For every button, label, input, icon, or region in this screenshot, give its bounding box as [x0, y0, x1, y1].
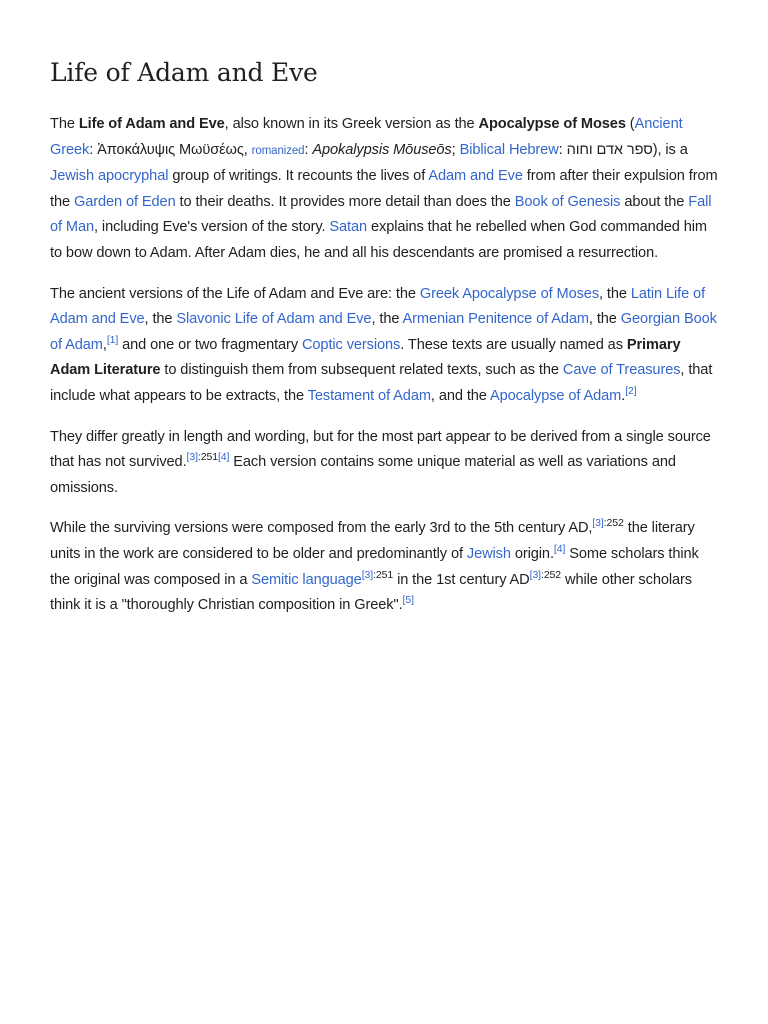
text: ; [451, 141, 460, 158]
link-slavonic-life-of-adam-and-eve[interactable]: Slavonic Life of Adam and Eve [176, 311, 372, 328]
text: . [621, 387, 626, 404]
text: , the [144, 311, 177, 328]
link-cave-of-treasures[interactable]: Cave of Treasures [562, 362, 681, 379]
page-number: :251 [373, 568, 394, 581]
hebrew-title: ספר אדם וחוה [566, 141, 653, 158]
link-book-of-genesis[interactable]: Book of Genesis [514, 193, 621, 210]
text: to their deaths. It provides more detail than does the [175, 193, 515, 210]
paragraph-differences [50, 425, 720, 502]
link-satan[interactable]: Satan [329, 219, 368, 236]
page-title: Life of Adam and Eve [50, 58, 318, 87]
bold-term-primary-adam-literature: Primary Adam Literature [50, 336, 681, 379]
text: , the [371, 311, 403, 328]
paragraph-intro [50, 112, 720, 267]
text: , that include what appears to be extracts, the [50, 362, 713, 404]
link-jewish-apocryphal[interactable]: Jewish apocryphal [50, 168, 169, 185]
bold-term-life-of-adam-and-eve: Life of Adam and Eve [78, 116, 225, 132]
text: They differ greatly in length and wording, but for the most part appear to be derived from a single source that has not survived. [50, 428, 711, 471]
reference-4[interactable]: [4] [553, 543, 566, 556]
page-number: :252 [603, 517, 624, 530]
text: . These texts are usually named as [400, 336, 627, 353]
link-coptic-versions[interactable]: Coptic versions [301, 336, 401, 353]
text: : [558, 141, 567, 158]
reference-2[interactable]: [2] [625, 385, 637, 398]
link-garden-of-eden[interactable]: Garden of Eden [73, 193, 176, 210]
text: explains that he rebelled when God commanded him to bow down to Adam. After Adam dies, he and all his descendants are promised a resurrection. [50, 219, 707, 261]
link-biblical-hebrew[interactable]: Biblical Hebrew [459, 141, 559, 158]
text: , and the [430, 387, 490, 404]
reference-3[interactable]: [3] [592, 517, 604, 530]
text: : [304, 141, 313, 158]
reference-1[interactable]: [1] [106, 333, 119, 346]
text: while other scholars think it is a "thoroughly Christian composition in Greek". [50, 571, 692, 614]
page-number: :252 [541, 568, 562, 581]
text: , [102, 336, 107, 353]
text: While the surviving versions were composed from the early 3rd to the 5th century AD, [50, 520, 593, 537]
text: ( [625, 116, 635, 132]
link-semitic-language[interactable]: Semitic language [251, 571, 362, 588]
text: group of writings. It recounts the lives of [168, 168, 429, 185]
link-fall-of-man[interactable]: Fall of Man [50, 193, 712, 236]
link-latin-life-of-adam-and-eve[interactable]: Latin Life of Adam and Eve [50, 285, 706, 328]
link-greek-apocalypse-of-moses[interactable]: Greek Apocalypse of Moses [419, 285, 600, 302]
link-jewish[interactable]: Jewish [466, 545, 511, 562]
text: Some scholars think the original was composed in a [50, 545, 699, 588]
text: from after their expulsion from the [50, 168, 718, 210]
link-armenian-penitence-of-adam[interactable]: Armenian Penitence of Adam [402, 311, 589, 328]
text: , also known in its Greek version as the [224, 116, 479, 132]
bold-term-apocalypse-of-moses: Apocalypse of Moses [478, 116, 626, 132]
text: ), is a [652, 141, 688, 158]
text: origin. [510, 545, 554, 562]
reference-4[interactable]: [4] [217, 451, 230, 464]
text: to distinguish them from subsequent related texts, such as the [160, 362, 563, 379]
reference-5[interactable]: [5] [402, 594, 414, 607]
link-apocalypse-of-adam[interactable]: Apocalypse of Adam [489, 387, 622, 404]
paragraph-dating [50, 516, 720, 618]
text: the literary units in the work are considered to be older and predominantly of [50, 520, 695, 562]
link-georgian-book-of-adam[interactable]: Georgian Book of Adam [50, 311, 717, 353]
text: in the 1st century AD [393, 571, 530, 588]
text: The [50, 116, 79, 132]
link-testament-of-adam[interactable]: Testament of Adam [307, 387, 431, 404]
reference-3[interactable]: [3] [186, 451, 198, 464]
text: : Ἀποκάλυψις Μωϋσέως, [89, 141, 252, 158]
link-adam-and-eve[interactable]: Adam and Eve [428, 168, 523, 185]
text: The ancient versions of the Life of Adam and Eve are: the [50, 285, 420, 302]
text: , the [588, 311, 621, 328]
text: , the [599, 285, 631, 302]
reference-3[interactable]: [3] [361, 568, 374, 581]
link-romanized[interactable]: romanized [251, 144, 305, 157]
link-ancient-greek[interactable]: Ancient Greek [50, 116, 683, 158]
text: Each version contains some unique material as well as variations and omissions. [50, 454, 676, 496]
text: and one or two fragmentary [118, 336, 302, 353]
paragraph-versions [50, 282, 720, 410]
text: about the [620, 193, 689, 210]
transliteration: Apokalypsis Mōuseōs [312, 141, 452, 158]
text: , including Eve's version of the story. [94, 219, 330, 236]
page-number: :251 [197, 451, 218, 464]
reference-3[interactable]: [3] [529, 568, 541, 581]
